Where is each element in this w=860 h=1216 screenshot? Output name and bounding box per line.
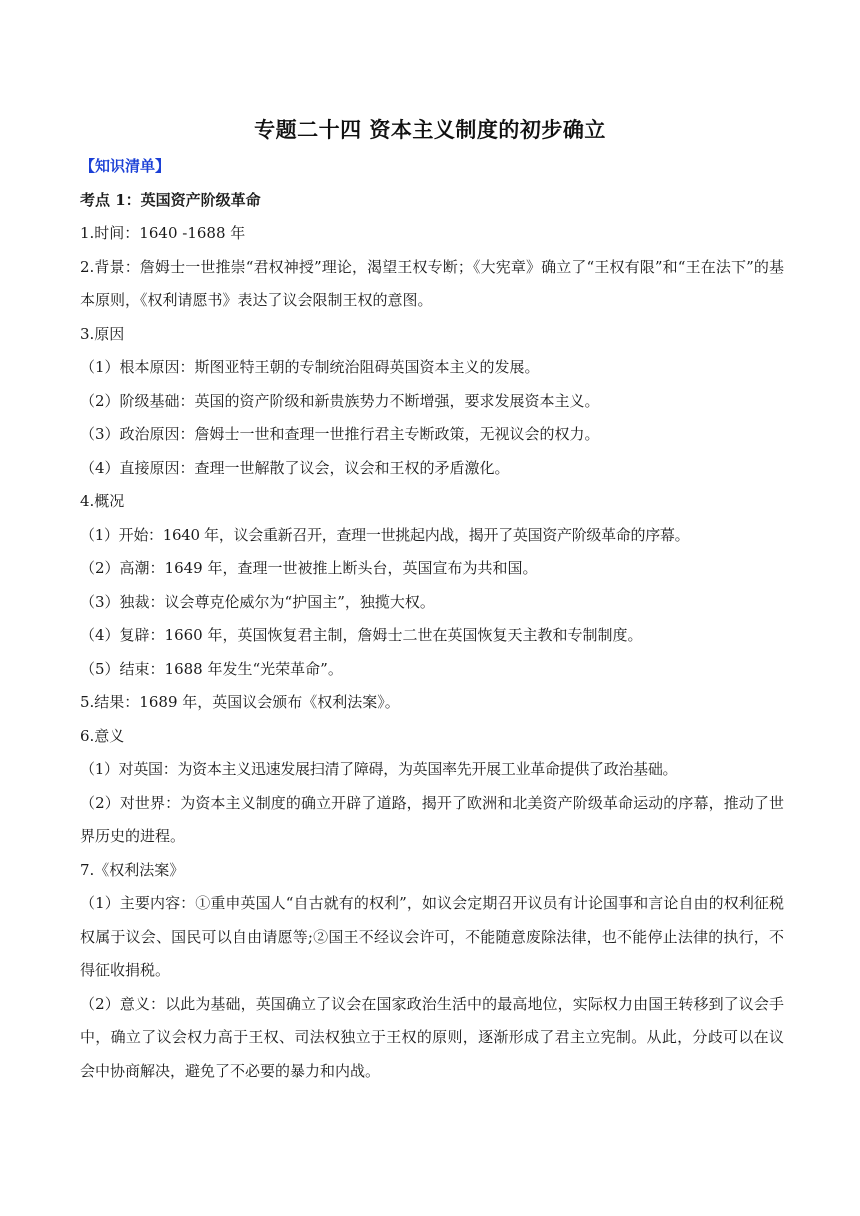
cause-item-1: （1）根本原因：斯图亚特王朝的专制统治阻碍英国资本主义的发展。 (80, 358, 540, 376)
overview-item-3: （3）独裁：议会尊克伦威尔为“护国主”，独揽大权。 (80, 592, 435, 611)
overview-item-1: （1）开始：1640 年，议会重新召开，查理一世挑起内战，揭开了英国资产阶级革命的序幕。 (80, 525, 690, 544)
overview-item-5: （5）结束：1688 年发生“光荣革命”。 (80, 659, 343, 678)
item-background: 2.背景：詹姆士一世推崇“君权神授”理论，渴望王权专断；《大宪章》确立了“王权有限”和“王在法下”的基本原则，《权利请愿书》表达了议会限制王权的意图。 (80, 257, 784, 309)
bill-item-1: （1）主要内容：①重申英国人“自古就有的权利”，如议会定期召开议员有计论国事和言论自由的权利征税权属于议会、国民可以自由请愿等;②国王不经议会许可，不能随意废除法律，也不能停止法律的执行，不得征收捐税。 (80, 894, 784, 979)
bill-heading: 7.《权利法案》 (80, 860, 185, 879)
overview-heading: 4.概况 (80, 492, 125, 510)
section-header: 【知识清单】 (80, 157, 171, 175)
item-time: 1.时间：1640 -1688 年 (80, 224, 246, 242)
cause-item-3: （3）政治原因：詹姆士一世和查理一世推行君主专断政策，无视议会的权力。 (80, 425, 600, 443)
cause-heading: 3.原因 (80, 324, 125, 343)
significance-item-1: （1）对英国：为资本主义迅速发展扫清了障碍，为英国率先开展工业革命提供了政治基础。 (80, 760, 678, 778)
cause-item-4: （4）直接原因：查理一世解散了议会，议会和王权的矛盾激化。 (80, 458, 510, 477)
item-result: 5.结果：1689 年，英国议会颁布《权利法案》。 (80, 693, 400, 711)
significance-heading: 6.意义 (80, 726, 125, 745)
overview-item-4: （4）复辟：1660 年，英国恢复君主制，詹姆士二世在英国恢复天主教和专制制度。 (80, 626, 643, 644)
cause-item-2: （2）阶级基础：英国的资产阶级和新贵族势力不断增强，要求发展资本主义。 (80, 391, 600, 410)
overview-item-2: （2）高潮：1649 年，查理一世被推上断头台，英国宣布为共和国。 (80, 559, 538, 577)
document-body (80, 150, 784, 1088)
page-title: 专题二十四 资本主义制度的初步确立 (254, 117, 606, 142)
significance-item-2: （2）对世界：为资本主义制度的确立开辟了道路，揭开了欧洲和北美资产阶级革命运动的序幕，推动了世界历史的进程。 (80, 793, 784, 845)
topic-heading: 考点 1：英国资产阶级革命 (80, 190, 261, 209)
bill-item-2: （2）意义：以此为基础，英国确立了议会在国家政治生活中的最高地位，实际权力由国王转移到了议会手中，确立了议会权力高于王权、司法权独立于王权的原则，逐渐形成了君主立宪制。从此，分歧可以在议会中协商解决，避免了不必要的暴力和内战。 (80, 994, 784, 1080)
